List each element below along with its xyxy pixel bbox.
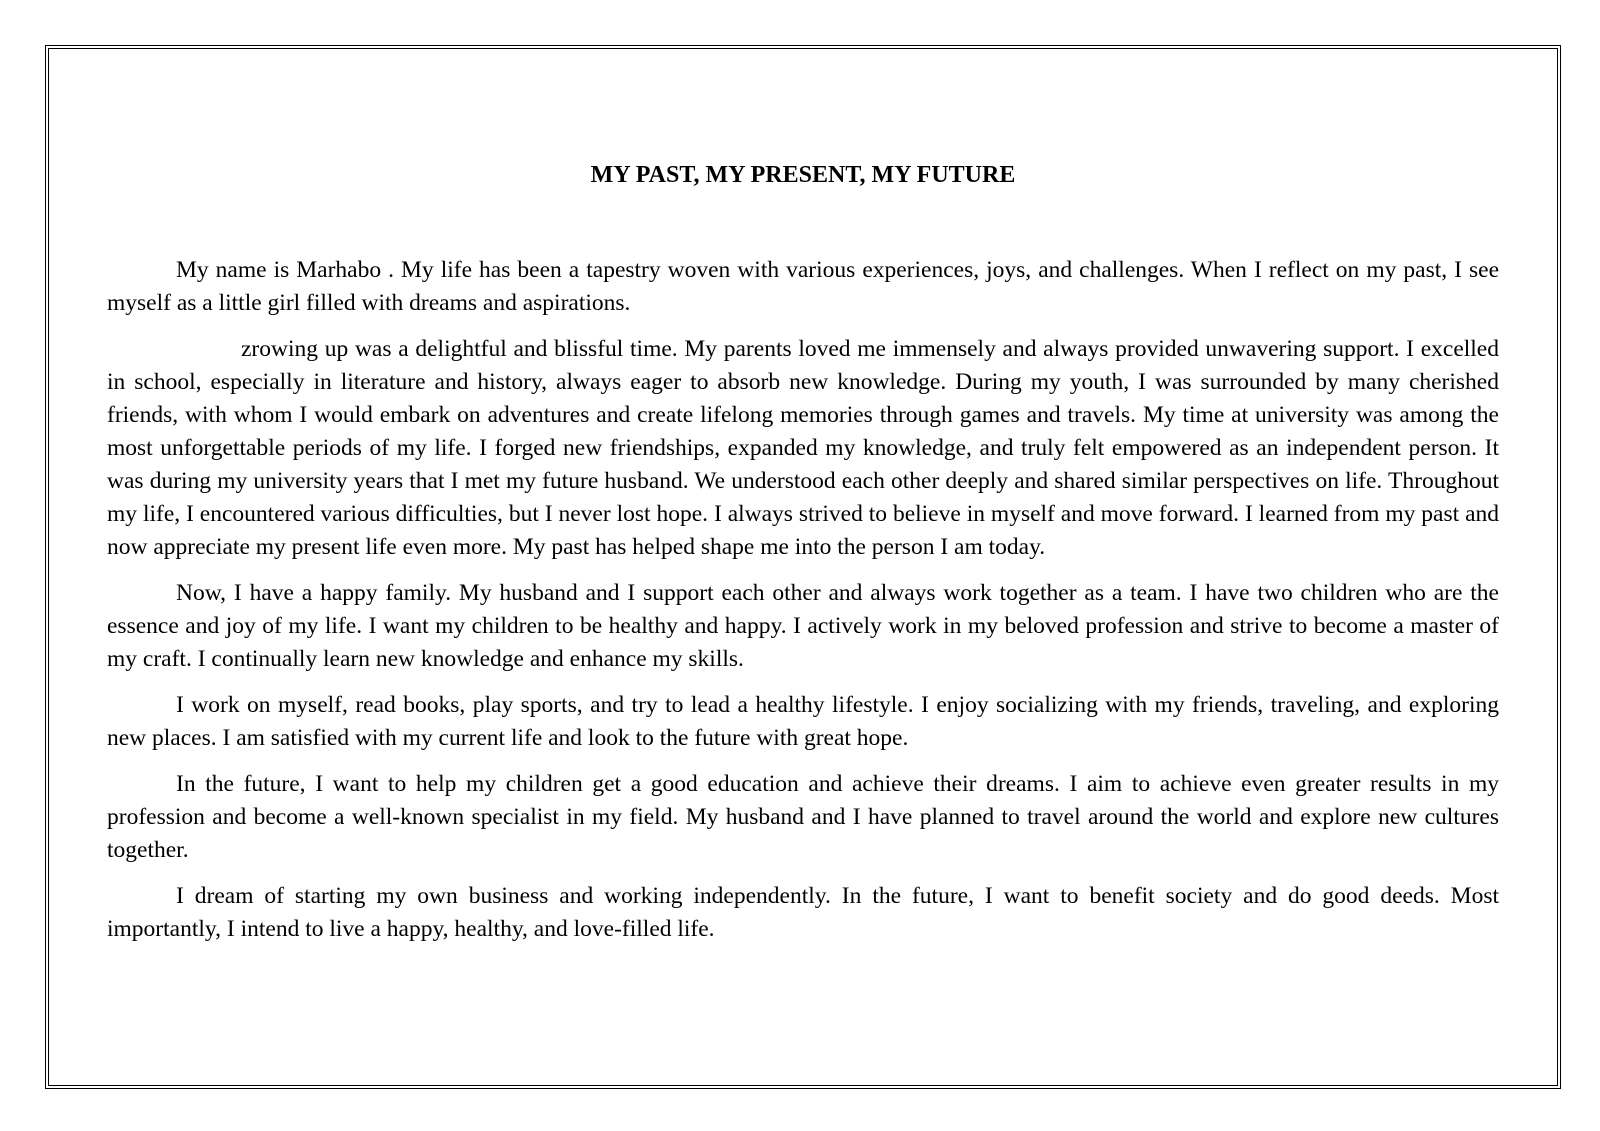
paragraph-present-family: Now, I have a happy family. My husband and I support each other and always work together as a team. I have two children who are the essence and joy of my life. I want my children to be healthy and happy. I actively work in my beloved profession and strive to become a master of my craft. I continually learn new knowledge and enhance my skills. bbox=[107, 580, 1499, 672]
document-body bbox=[107, 158, 1499, 959]
paragraph-present-lifestyle: I work on myself, read books, play sports, and try to lead a healthy lifestyle. I enjoy socializing with my friends, traveling, and exploring new places. I am satisfied with my current life and look to the future with great hope. bbox=[107, 692, 1499, 751]
document-title: MY PAST, MY PRESENT, MY FUTURE bbox=[590, 162, 1016, 188]
paragraph-future-goals: In the future, I want to help my children get a good education and achieve their dreams. I aim to achieve even greater results in my profession and become a well-known specialist in my field. My husband and I have planned to travel around the world and explore new cultures together. bbox=[107, 771, 1499, 863]
paragraph-future-dreams: I dream of starting my own business and working independently. In the future, I want to benefit society and do good deeds. Most importantly, I intend to live a happy, healthy, and love-filled life. bbox=[107, 883, 1499, 942]
paragraph-introduction: My name is Marhabo . My life has been a tapestry woven with various experiences, joys, and challenges. When I reflect on my past, I see myself as a little girl filled with dreams and aspirations. bbox=[107, 257, 1499, 316]
paragraph-past: zrowing up was a delightful and blissful time. My parents loved me immensely and always provided unwavering support. I excelled in school, especially in literature and history, always eager to absorb new knowledge. During my youth, I was surrounded by many cherished friends, with whom I would embark on adventures and create lifelong memories through games and travels. My time at university was among the most unforgettable periods of my life. I forged new friendships, expanded my knowledge, and truly felt empowered as an independent person. It was during my university years that I met my future husband. We understood each other deeply and shared similar perspectives on life. Throughout my life, I encountered various difficulties, but I never lost hope. I always strived to believe in myself and move forward. I learned from my past and now appreciate my present life even more. My past has helped shape me into the person I am today. bbox=[107, 336, 1499, 560]
